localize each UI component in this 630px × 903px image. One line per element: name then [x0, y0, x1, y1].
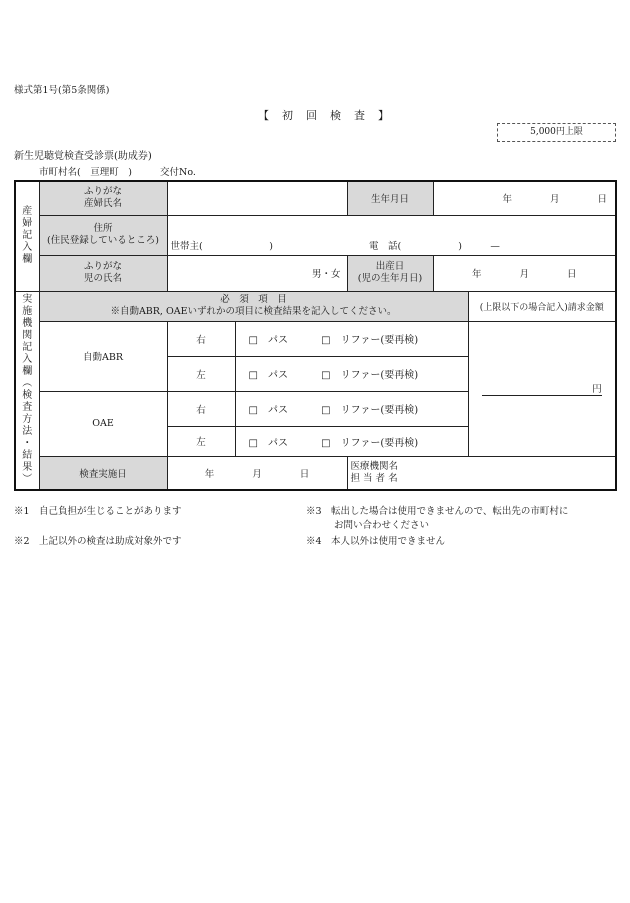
oae-right-pass-checkbox[interactable]: □ パス [248, 405, 288, 416]
dob-field[interactable]: 年 月 日 [433, 181, 616, 215]
person-in-charge-label: 担 当 者 名 [350, 472, 398, 484]
method-oae-label: OAE [39, 391, 167, 456]
oae-right-refer-checkbox[interactable]: □ リファー(要再検) [321, 405, 419, 416]
abr-right-label: 右 [167, 321, 235, 356]
claim-amount-line: 円 [482, 381, 602, 396]
abr-left-refer-checkbox[interactable]: □ リファー(要再検) [321, 370, 419, 381]
note-4: ※4 本人以外は使用できません [306, 536, 446, 547]
issue-number: 交付No. [160, 167, 196, 178]
mother-name-label: ふりがな 産婦氏名 [39, 181, 167, 215]
abr-right-result[interactable] [235, 321, 468, 356]
child-name-field[interactable] [167, 255, 347, 291]
limit-box: 5,000円上限 [497, 123, 616, 142]
abr-right-refer-checkbox[interactable]: □ リファー(要再検) [321, 335, 419, 346]
note-1: ※1 自己負担が生じることがあります [14, 506, 182, 517]
child-name-label: ふりがな 児の氏名 [39, 255, 167, 291]
required-items-header: 必 須 項 目 ※自動ABR, OAEいずれかの項目に検査結果を記入してください。 [39, 291, 468, 321]
oae-left-refer-checkbox[interactable]: □ リファー(要再検) [321, 437, 419, 449]
note-3-continued: お問い合わせください [334, 520, 430, 531]
document-title: 新生児聴覚検査受診票(助成券) [14, 151, 152, 162]
exam-type-title: 【 初 回 検 査 】 [258, 109, 390, 122]
oae-left-result[interactable] [235, 426, 468, 456]
institution-section-label: 実 施 機 関 記 入 欄 ︵ 検 査 方 法 ・ 結 果 ︶ [15, 291, 39, 490]
claim-amount-field[interactable] [468, 321, 616, 456]
sex-selector[interactable]: 男・女 [312, 269, 341, 280]
abr-right-pass-checkbox[interactable]: □ パス [248, 335, 288, 346]
form-number: 様式第1号(第5条関係) [14, 85, 110, 96]
abr-left-label: 左 [167, 356, 235, 391]
dob-label: 生年月日 [347, 181, 433, 215]
address-label: 住所 (住民登録しているところ) [39, 215, 167, 255]
method-abr-label: 自動ABR [39, 321, 167, 391]
oae-left-pass-checkbox[interactable]: □ パス [248, 437, 288, 449]
claim-amount-label: (上限以下の場合記入)請求金額 [468, 291, 616, 321]
oae-right-label: 右 [167, 391, 235, 426]
oae-right-result[interactable] [235, 391, 468, 426]
abr-left-result[interactable] [235, 356, 468, 391]
note-2: ※2 上記以外の検査は助成対象外です [14, 536, 182, 547]
householder-field[interactable]: 世帯主( ) [170, 240, 273, 252]
exam-date-label: 検査実施日 [39, 456, 167, 490]
institution-name-label: 医療機関名 [350, 460, 399, 472]
address-field[interactable] [167, 215, 616, 255]
mother-name-field[interactable] [167, 181, 347, 215]
abr-left-pass-checkbox[interactable]: □ パス [248, 370, 288, 381]
note-3: ※3 転出した場合は使用できませんので、転出先の市町村に [306, 506, 569, 517]
exam-date-field[interactable]: 年 月 日 [167, 456, 347, 490]
screening-form-table [14, 180, 617, 491]
municipality-name: 市町村名( 亘理町 ) [39, 167, 132, 178]
birth-date-field[interactable]: 年 月 日 [433, 255, 616, 291]
phone-field[interactable]: 電 話( ) — [368, 240, 500, 252]
oae-left-label: 左 [167, 426, 235, 456]
birth-date-label: 出産日 (児の生年月日) [347, 255, 433, 291]
institution-info-field[interactable] [347, 456, 616, 490]
mother-section-label: 産 婦 記 入 欄 [15, 181, 39, 291]
